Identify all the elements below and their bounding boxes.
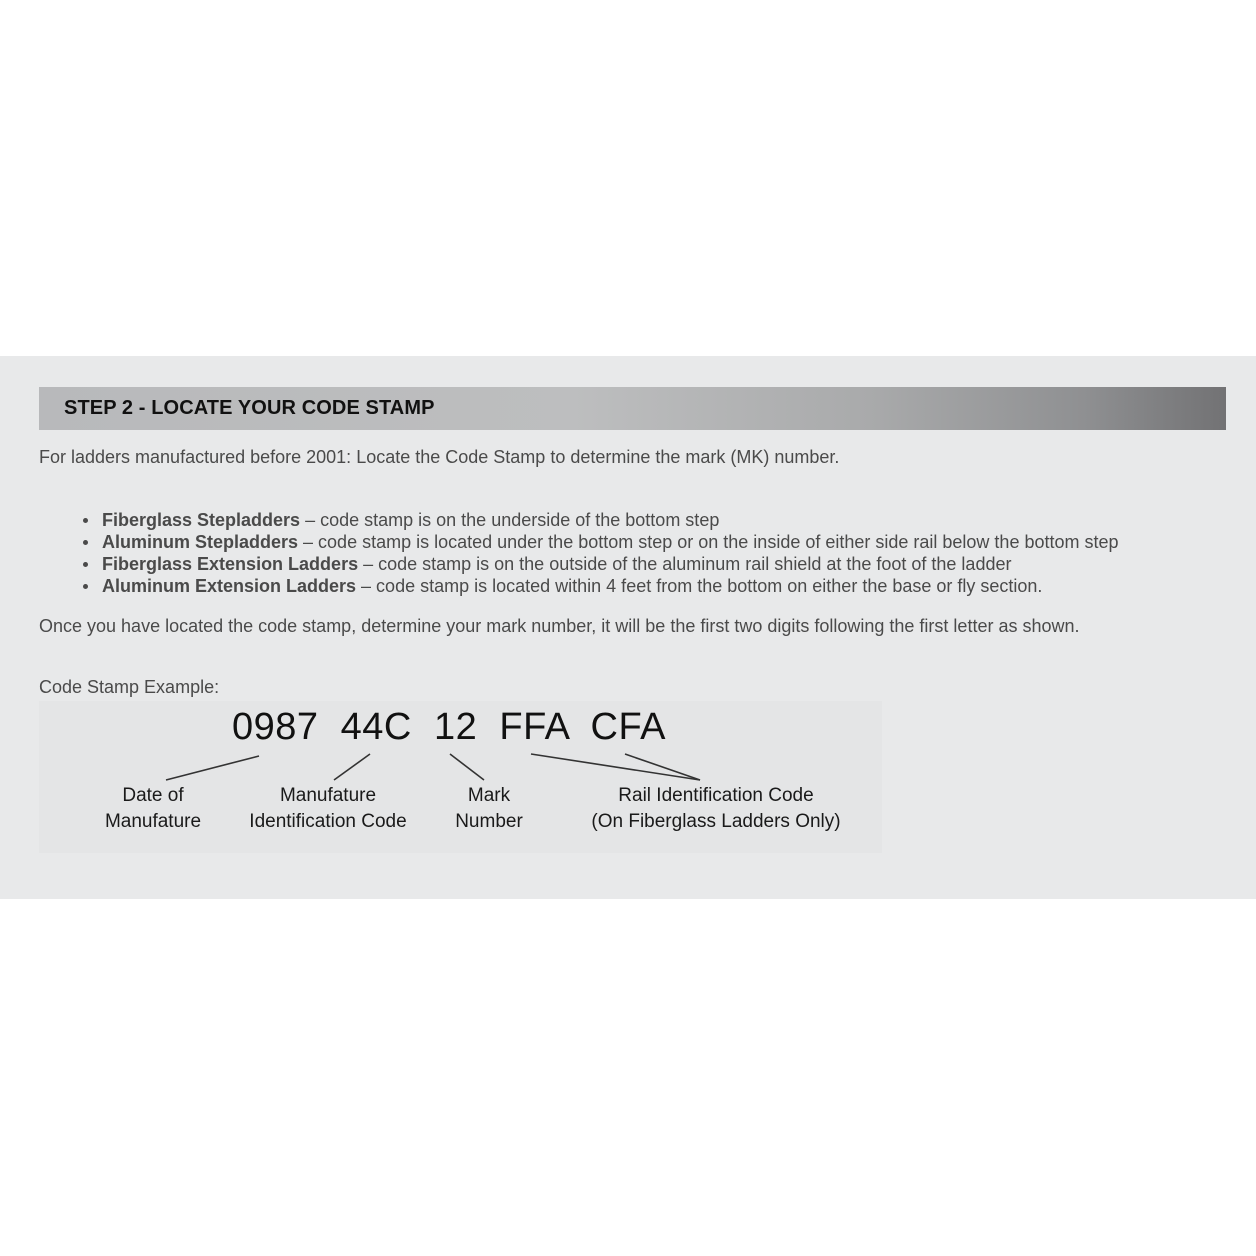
- caption-line: Number: [455, 811, 523, 832]
- list-item-text: – code stamp is located within 4 feet from the bottom on either the base or fly section.: [356, 576, 1043, 596]
- caption-line: Manufature: [279, 785, 377, 806]
- bullet-icon: [83, 584, 88, 589]
- ladder-type-list: [80, 509, 1119, 597]
- caption-line: Rail Identification Code: [618, 785, 814, 806]
- list-item-title: Fiberglass Stepladders: [102, 510, 301, 530]
- step-header-bar: [39, 387, 1226, 430]
- caption-line: Manufature: [104, 811, 202, 832]
- list-item-text: – code stamp is on the outside of the aluminum rail shield at the foot of the ladder: [358, 554, 1012, 574]
- list-item: [80, 553, 1119, 575]
- list-item-text: – code stamp is located under the bottom step or on the inside of either side rail below the bottom step: [298, 532, 1119, 552]
- caption-date-of-manufacture: [91, 783, 215, 835]
- bullet-icon: [83, 518, 88, 523]
- list-item-title: Aluminum Stepladders: [102, 532, 299, 552]
- content-panel: [0, 356, 1256, 899]
- list-item-title: Fiberglass Extension Ladders: [102, 554, 359, 574]
- caption-rail-id: [580, 783, 852, 835]
- caption-line: Mark: [467, 785, 511, 806]
- list-item-title: Aluminum Extension Ladders: [102, 576, 357, 596]
- intro-text: For ladders manufactured before 2001: Locate the Code Stamp to determine the mark (MK) number.: [39, 447, 840, 467]
- pointer-line-manufacture: [334, 754, 370, 780]
- list-item: [80, 575, 1119, 597]
- list-item: [80, 509, 1119, 531]
- pointer-line-mark: [450, 754, 484, 780]
- mark-number-instruction: Once you have located the code stamp, determine your mark number, it will be the first two digits following the first letter as shown.: [39, 616, 1080, 636]
- step-title: STEP 2 - LOCATE YOUR CODE STAMP: [64, 397, 435, 419]
- list-item: [80, 531, 1119, 553]
- code-stamp-diagram: [39, 701, 882, 853]
- caption-mark-number: [444, 783, 534, 835]
- caption-line: (On Fiberglass Ladders Only): [591, 811, 841, 832]
- list-item-text: – code stamp is on the underside of the bottom step: [300, 510, 720, 530]
- bullet-icon: [83, 562, 88, 567]
- pointer-line-date: [166, 756, 259, 780]
- bullet-icon: [83, 540, 88, 545]
- caption-line: Date of: [122, 785, 184, 806]
- pointer-line-rail-cfa: [625, 754, 700, 780]
- caption-manufacture-id: [242, 783, 414, 835]
- code-stamp-example-label: Code Stamp Example:: [39, 677, 220, 697]
- pointer-line-rail-ffa: [531, 754, 700, 780]
- caption-line: Identification Code: [249, 811, 407, 832]
- code-stamp-value: 0987 44C 12 FFA CFA: [232, 706, 666, 748]
